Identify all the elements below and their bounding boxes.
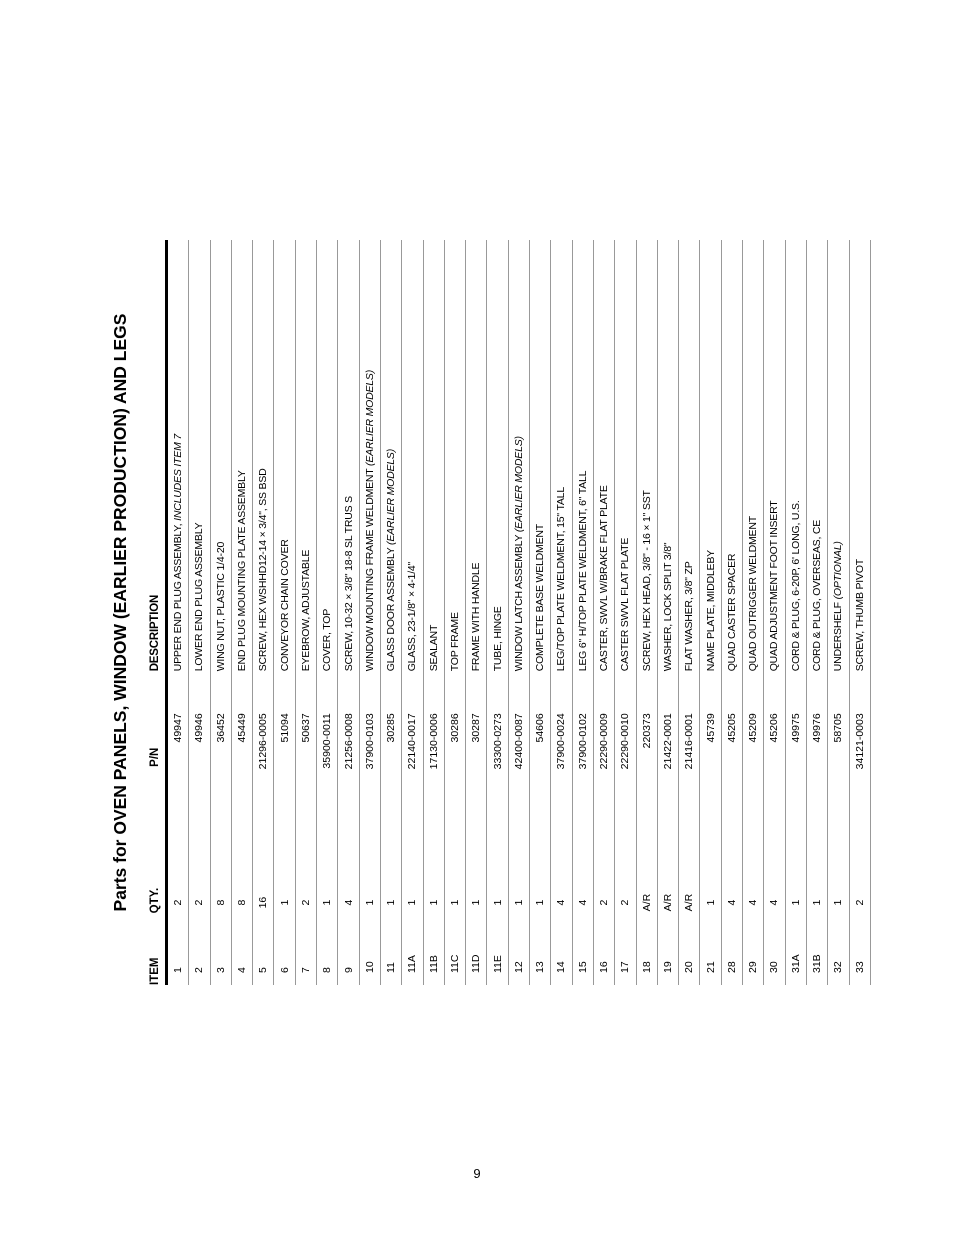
- cell-description: [530, 240, 551, 683]
- table-row: [615, 240, 636, 985]
- table-row: [167, 240, 189, 985]
- cell-pn: 22290-0009: [593, 683, 614, 867]
- description-text: QUAD OUTRIGGER WELDMENT: [747, 516, 760, 672]
- cell-item: 11B: [423, 938, 444, 985]
- cell-description: [189, 240, 210, 683]
- cell-pn: 21422-0001: [657, 683, 678, 867]
- description-text: GLASS, 23-1/8" × 4-1/4": [406, 561, 419, 672]
- table-row: [423, 240, 444, 985]
- cell-item: 30: [764, 938, 785, 985]
- cell-pn: 45449: [231, 683, 252, 867]
- table-row: [636, 240, 657, 985]
- description-text: LOWER END PLUG ASSEMBLY: [193, 522, 206, 672]
- cell-qty: A/R: [657, 867, 678, 939]
- table-row: [700, 240, 721, 985]
- cell-item: 8: [317, 938, 338, 985]
- cell-pn: 45206: [764, 683, 785, 867]
- description-text: SCREW, HEX WSHHD12-14 × 3/4", SS BSD: [257, 468, 270, 672]
- description-text: CONVEYOR CHAIN COVER: [278, 539, 291, 672]
- cell-description: [317, 240, 338, 683]
- table-row: [295, 240, 316, 985]
- cell-item: 4: [231, 938, 252, 985]
- cell-pn: 37900-0024: [551, 683, 572, 867]
- table-row: [487, 240, 508, 985]
- cell-description: [700, 240, 721, 683]
- cell-description: [167, 240, 189, 683]
- cell-qty: A/R: [679, 867, 700, 939]
- cell-pn: 50637: [295, 683, 316, 867]
- table-header-row: [145, 240, 167, 985]
- description-text: CASTER SWVL FLAT PLATE: [619, 537, 632, 672]
- table-row: [317, 240, 338, 985]
- cell-item: 13: [530, 938, 551, 985]
- cell-description: [380, 240, 401, 683]
- cell-pn: 35900-0011: [317, 683, 338, 867]
- description-text: SEALANT: [427, 624, 440, 672]
- cell-pn: 51094: [274, 683, 295, 867]
- cell-qty: 4: [572, 867, 593, 939]
- cell-pn: 49947: [167, 683, 189, 867]
- cell-item: 12: [508, 938, 529, 985]
- cell-description: [338, 240, 359, 683]
- cell-pn: 49976: [806, 683, 827, 867]
- table-row: [551, 240, 572, 985]
- table-row: [231, 240, 252, 985]
- cell-description: [487, 240, 508, 683]
- description-text: SCREW, THUMB PIVOT: [853, 558, 866, 672]
- cell-item: 3: [210, 938, 231, 985]
- table-row: [593, 240, 614, 985]
- cell-item: 5: [253, 938, 274, 985]
- cell-qty: 1: [785, 867, 806, 939]
- description-text: CORD & PLUG, OVERSEAS, CE: [811, 519, 824, 672]
- cell-description: [849, 240, 870, 683]
- cell-description: [615, 240, 636, 683]
- table-row: [572, 240, 593, 985]
- cell-description: [359, 240, 380, 683]
- cell-item: 21: [700, 938, 721, 985]
- table-row: [253, 240, 274, 985]
- cell-pn: 42400-0087: [508, 683, 529, 867]
- description-text: TUBE, HINGE: [491, 606, 504, 672]
- description-text: FRAME WITH HANDLE: [470, 562, 483, 672]
- table-row: [743, 240, 764, 985]
- cell-qty: 2: [189, 867, 210, 939]
- cell-item: 19: [657, 938, 678, 985]
- table-row: [444, 240, 465, 985]
- cell-pn: 58705: [828, 683, 849, 867]
- parts-table: [145, 240, 871, 985]
- table-row: [828, 240, 849, 985]
- cell-item: 29: [743, 938, 764, 985]
- cell-item: 11A: [402, 938, 423, 985]
- cell-qty: 8: [231, 867, 252, 939]
- description-text: CORD & PLUG, 6-20P, 6' LONG, U.S.: [789, 500, 802, 672]
- cell-item: 11C: [444, 938, 465, 985]
- table-row: [189, 240, 210, 985]
- cell-item: 31B: [806, 938, 827, 985]
- cell-pn: 30286: [444, 683, 465, 867]
- cell-item: 28: [721, 938, 742, 985]
- cell-description: [274, 240, 295, 683]
- description-text: FLAT WASHER, 3/8" ZP: [683, 561, 696, 672]
- cell-qty: 1: [402, 867, 423, 939]
- description-text: TOP FRAME: [449, 612, 461, 672]
- cell-description: [402, 240, 423, 683]
- table-row: [466, 240, 487, 985]
- cell-description: [508, 240, 529, 683]
- cell-pn: 37900-0103: [359, 683, 380, 867]
- cell-description: [721, 240, 742, 683]
- table-row: [380, 240, 401, 985]
- cell-qty: 4: [764, 867, 785, 939]
- description-text: UNDERSHELF: [832, 599, 845, 672]
- table-row: [274, 240, 295, 985]
- cell-qty: 1: [508, 867, 529, 939]
- cell-description: [785, 240, 806, 683]
- description-text: WINDOW LATCH ASSEMBLY: [512, 532, 525, 672]
- cell-pn: 45739: [700, 683, 721, 867]
- description-text: LEG/TOP PLATE WELDMENT, 15" TALL: [555, 487, 568, 672]
- description-note: (EARLIER MODELS): [363, 369, 376, 466]
- cell-qty: 1: [700, 867, 721, 939]
- cell-pn: 45205: [721, 683, 742, 867]
- cell-pn: 37900-0102: [572, 683, 593, 867]
- cell-description: [466, 240, 487, 683]
- cell-description: [743, 240, 764, 683]
- cell-description: [444, 240, 465, 683]
- table-row: [359, 240, 380, 985]
- cell-item: 11E: [487, 938, 508, 985]
- cell-item: 10: [359, 938, 380, 985]
- table-row: [785, 240, 806, 985]
- cell-qty: 1: [423, 867, 444, 939]
- table-row: [530, 240, 551, 985]
- cell-qty: 4: [743, 867, 764, 939]
- cell-qty: 4: [338, 867, 359, 939]
- cell-pn: 21256-0008: [338, 683, 359, 867]
- table-row: [338, 240, 359, 985]
- description-text: LEG 6" H/TOP PLATE WELDMENT, 6" TALL: [576, 470, 589, 672]
- cell-qty: 1: [380, 867, 401, 939]
- table-row: [210, 240, 231, 985]
- cell-item: 1: [167, 938, 189, 985]
- description-text: SCREW, 10-32 × 3/8" 18-8 SL TRUS S: [342, 496, 355, 672]
- cell-qty: 1: [466, 867, 487, 939]
- cell-pn: 22290-0010: [615, 683, 636, 867]
- cell-qty: 1: [828, 867, 849, 939]
- description-note: (EARLIER MODELS): [512, 436, 525, 533]
- description-text: QUAD ADJUSTMENT FOOT INSERT: [768, 500, 781, 672]
- description-text: SCREW, HEX HEAD, 3/8" - 16 × 1" SST: [640, 490, 653, 672]
- cell-item: 20: [679, 938, 700, 985]
- table-row: [764, 240, 785, 985]
- cell-qty: 1: [806, 867, 827, 939]
- description-text: COMPLETE BASE WELDMENT: [534, 524, 547, 672]
- header-description: DESCRIPTION: [145, 240, 167, 683]
- cell-item: 16: [593, 938, 614, 985]
- cell-description: [551, 240, 572, 683]
- description-text: COVER, TOP: [321, 608, 334, 672]
- cell-qty: A/R: [636, 867, 657, 939]
- description-text: NAME PLATE, MIDDLEBY: [704, 550, 717, 672]
- cell-description: [657, 240, 678, 683]
- header-pn: P/N: [145, 683, 167, 867]
- table-row: [679, 240, 700, 985]
- description-note: (OPTIONAL): [832, 541, 845, 600]
- cell-pn: 30287: [466, 683, 487, 867]
- cell-pn: 33300-0273: [487, 683, 508, 867]
- cell-qty: 1: [530, 867, 551, 939]
- cell-qty: 2: [593, 867, 614, 939]
- cell-item: 15: [572, 938, 593, 985]
- cell-description: [679, 240, 700, 683]
- description-note: (EARLIER MODELS): [385, 448, 398, 545]
- table-row: [721, 240, 742, 985]
- cell-description: [572, 240, 593, 683]
- cell-pn: 54606: [530, 683, 551, 867]
- page-number: 9: [473, 1166, 481, 1181]
- cell-pn: 45209: [743, 683, 764, 867]
- cell-pn: 36452: [210, 683, 231, 867]
- description-text: CASTER, SWVL W/BRAKE FLAT PLATE: [598, 485, 611, 672]
- description-text: EYEBROW, ADJUSTABLE: [299, 549, 312, 672]
- cell-item: 32: [828, 938, 849, 985]
- cell-qty: 16: [253, 867, 274, 939]
- cell-qty: 4: [551, 867, 572, 939]
- cell-pn: 220373: [636, 683, 657, 867]
- rotated-parts-page: [100, 240, 900, 985]
- cell-pn: 21296-0005: [253, 683, 274, 867]
- table-row: [657, 240, 678, 985]
- table-body: [167, 240, 871, 985]
- table-row: [508, 240, 529, 985]
- cell-item: 17: [615, 938, 636, 985]
- cell-item: 18: [636, 938, 657, 985]
- cell-qty: 2: [615, 867, 636, 939]
- cell-description: [806, 240, 827, 683]
- cell-item: 11: [380, 938, 401, 985]
- header-item: ITEM: [145, 938, 167, 985]
- cell-description: [764, 240, 785, 683]
- cell-qty: 1: [487, 867, 508, 939]
- cell-item: 14: [551, 938, 572, 985]
- cell-description: [253, 240, 274, 683]
- cell-description: [423, 240, 444, 683]
- cell-item: 33: [849, 938, 870, 985]
- cell-qty: 2: [167, 867, 189, 939]
- cell-pn: 49975: [785, 683, 806, 867]
- cell-description: [295, 240, 316, 683]
- cell-pn: 49946: [189, 683, 210, 867]
- table-row: [806, 240, 827, 985]
- cell-pn: 34121-0003: [849, 683, 870, 867]
- cell-pn: 17130-0006: [423, 683, 444, 867]
- cell-description: [210, 240, 231, 683]
- cell-description: [231, 240, 252, 683]
- description-text: UPPER END PLUG ASSEMBLY,: [172, 520, 185, 672]
- cell-item: 31A: [785, 938, 806, 985]
- cell-qty: 1: [444, 867, 465, 939]
- cell-item: 9: [338, 938, 359, 985]
- description-note: INCLUDES ITEM 7: [172, 434, 185, 521]
- cell-description: [636, 240, 657, 683]
- cell-item: 6: [274, 938, 295, 985]
- description-text: GLASS DOOR ASSEMBLY: [385, 544, 398, 672]
- cell-item: 7: [295, 938, 316, 985]
- cell-qty: 1: [359, 867, 380, 939]
- cell-qty: 1: [317, 867, 338, 939]
- cell-pn: 21416-0001: [679, 683, 700, 867]
- cell-pn: 30285: [380, 683, 401, 867]
- description-text: WINDOW MOUNTING FRAME WELDMENT: [363, 465, 376, 672]
- description-text: QUAD CASTER SPACER: [725, 553, 738, 672]
- description-text: END PLUG MOUNTING PLATE ASSEMBLY: [236, 470, 249, 672]
- cell-qty: 4: [721, 867, 742, 939]
- header-qty: QTY.: [145, 867, 167, 939]
- cell-description: [593, 240, 614, 683]
- description-text: WASHER, LOCK SPLIT 3/8": [661, 542, 674, 672]
- cell-qty: 1: [274, 867, 295, 939]
- page-title: Parts for OVEN PANELS, WINDOW (EARLIER PRODUCTION) AND LEGS: [109, 313, 130, 912]
- cell-pn: 22140-0017: [402, 683, 423, 867]
- table-row: [849, 240, 870, 985]
- cell-item: 2: [189, 938, 210, 985]
- table-row: [402, 240, 423, 985]
- description-text: WING NUT, PLASTIC 1/4-20: [214, 541, 227, 672]
- cell-item: 11D: [466, 938, 487, 985]
- cell-qty: 2: [849, 867, 870, 939]
- cell-description: [828, 240, 849, 683]
- cell-qty: 8: [210, 867, 231, 939]
- cell-qty: 2: [295, 867, 316, 939]
